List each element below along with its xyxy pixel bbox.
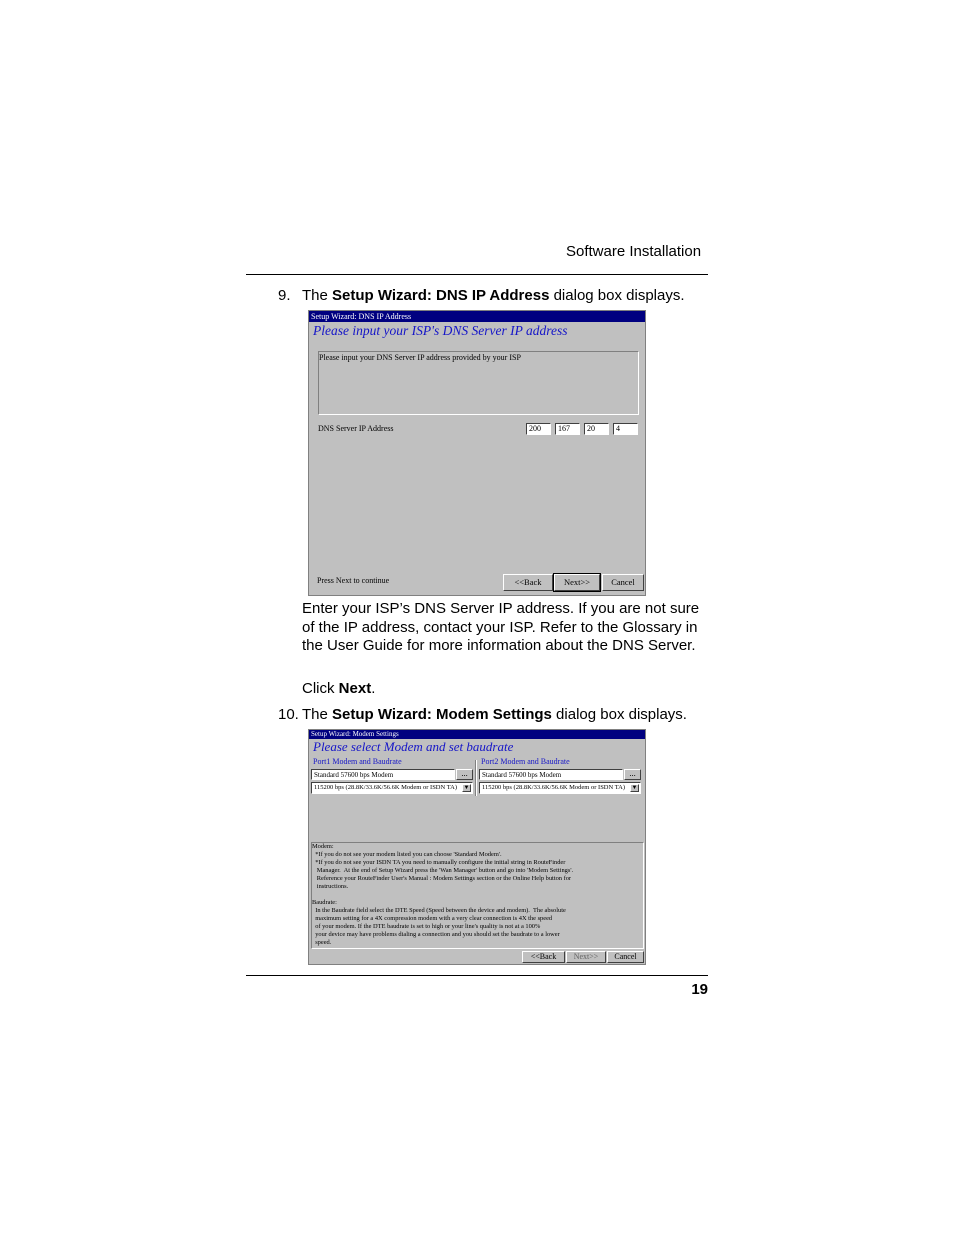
ip-octet-2[interactable]: 167 [555, 423, 580, 435]
port1-browse-button[interactable]: ... [456, 769, 473, 780]
step-number: 10. [278, 706, 299, 723]
click-next-bold: Next [338, 680, 372, 697]
dialog-title-bar: Setup Wizard: DNS IP Address [309, 311, 645, 322]
ip-octet-1[interactable]: 200 [526, 423, 551, 435]
next-button[interactable]: Next>> [554, 574, 600, 591]
page-number: 19 [691, 981, 708, 998]
step-text: The [302, 706, 333, 723]
info-groupbox [318, 351, 639, 415]
click-next-prefix: Click [302, 680, 339, 697]
step-number: 9. [278, 287, 291, 304]
cancel-button[interactable]: Cancel [602, 574, 644, 591]
step-dialog-name: Setup Wizard: Modem Settings [332, 706, 552, 723]
port2-browse-button[interactable]: ... [624, 769, 641, 780]
dns-ip-label: DNS Server IP Address [318, 424, 394, 433]
port1-modem-field[interactable]: Standard 57600 bps Modem [311, 769, 455, 780]
chevron-down-icon[interactable]: ▼ [631, 785, 638, 791]
footer-rule [246, 975, 708, 976]
ip-octet-4[interactable]: 4 [613, 423, 638, 435]
port1-label: Port1 Modem and Baudrate [313, 757, 402, 766]
modem-settings-dialog [308, 729, 646, 965]
status-text: Press Next to continue [317, 576, 390, 585]
click-next-text [302, 680, 375, 699]
step-text: dialog box displays. [551, 706, 687, 723]
chevron-down-icon[interactable]: ▼ [463, 785, 470, 791]
ip-octet-3[interactable]: 20 [584, 423, 609, 435]
dns-ip-dialog [308, 310, 646, 596]
port2-baud-select[interactable] [479, 782, 641, 794]
dialog-prompt: Please input your ISP's DNS Server IP address [313, 323, 568, 338]
port1-baud-select[interactable] [311, 782, 473, 794]
cancel-button[interactable]: Cancel [607, 951, 644, 963]
click-next-suffix: . [371, 680, 376, 697]
notes-panel [311, 842, 644, 949]
port2-modem-field[interactable]: Standard 57600 bps Modem [479, 769, 623, 780]
step-10 [278, 705, 687, 724]
step-9 [278, 286, 685, 305]
column-divider [475, 760, 477, 796]
dialog-title-bar: Setup Wizard: Modem Settings [309, 730, 645, 739]
step-dialog-name: Setup Wizard: DNS IP Address [332, 287, 550, 304]
port2-baud-value: 115200 bps (28.8K/33.6K/56.6K Modem or ISDN TA) [482, 784, 626, 791]
next-button[interactable]: Next>> [566, 951, 606, 963]
back-button[interactable]: <<Back [522, 951, 565, 963]
page-header: Software Installation [566, 243, 702, 260]
port1-baud-value: 115200 bps (28.8K/33.6K/56.6K Modem or ISDN TA) [314, 784, 458, 791]
notes-text: Modem: *If you do not see your modem listed you can choose 'Standard Modem'. *If you do not see your ISDN TA you need to manually configure the initial string in RouteFinder Manager. At the end of Setup Wizard press the 'Wan Manager' button and go into 'Modem Settings'. Reference your RouteFinder User's Manual : Modem Settings section or the Online Help button for instructions. Baudrate: In the Baudrate field select the DTE Speed (Speed between the device and modem). The absolute maximum setting for a 4X compression modem with a very clear connection is 4X the speed of your modem. If the DTE baudrate is set to high or your line's quality is not at a 100% your device may have problems dialing a connection and you should set the baudrate to a lower speed. [312, 843, 574, 946]
instructions-paragraph: Enter your ISP’s DNS Server IP address. If you are not sure of the IP address, contact your ISP. Refer to the Glossary in the User Guide for more information about the DNS Server. [302, 600, 700, 654]
step-text: The [302, 287, 333, 304]
dialog-prompt: Please select Modem and set baudrate [313, 739, 514, 754]
group-text: Please input your DNS Server IP address provided by your ISP [319, 353, 521, 362]
back-button[interactable]: <<Back [503, 574, 553, 591]
step-text: dialog box displays. [549, 287, 685, 304]
header-rule [246, 274, 708, 275]
port2-label: Port2 Modem and Baudrate [481, 757, 570, 766]
